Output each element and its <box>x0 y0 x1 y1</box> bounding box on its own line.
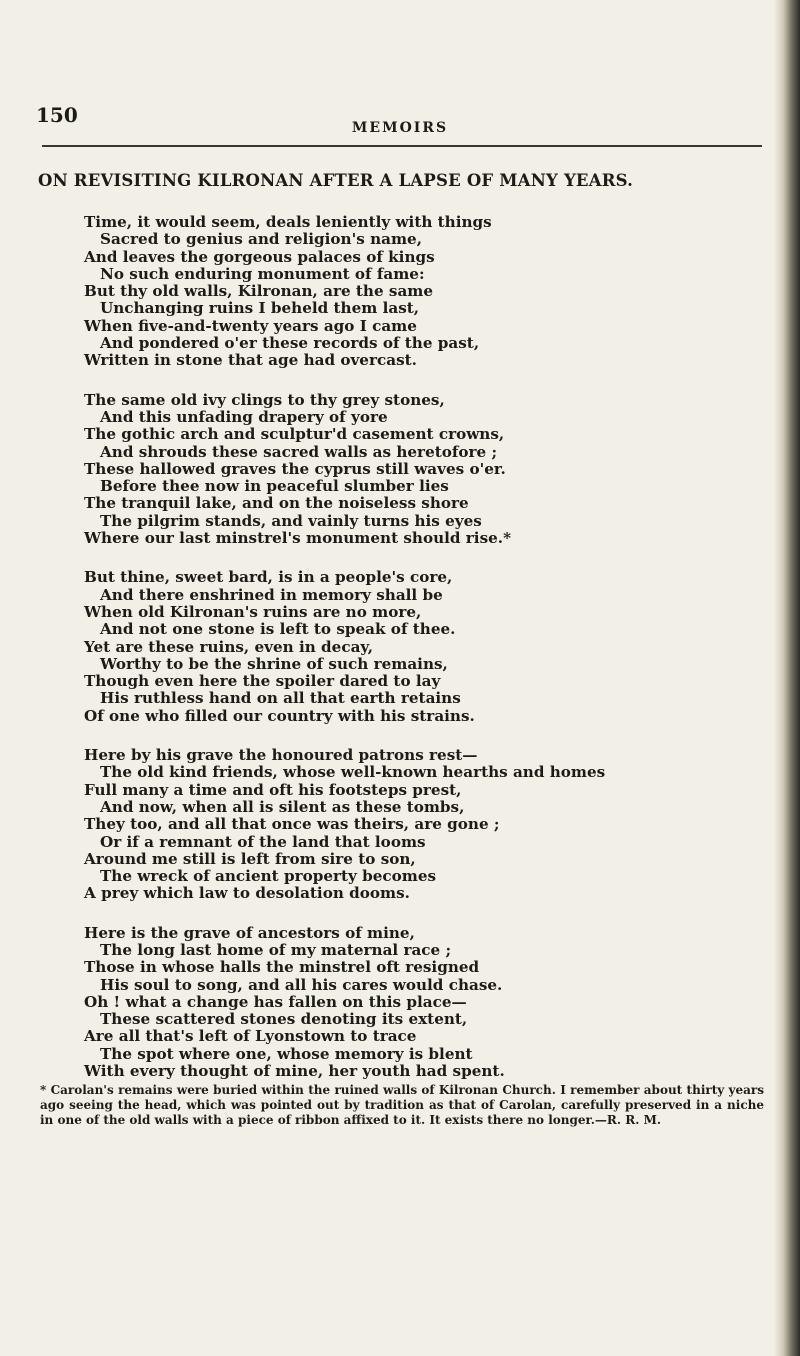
stanza-5 <box>84 925 764 1081</box>
poem-line: With every thought of mine, her youth had spent. <box>84 1062 505 1081</box>
poem-line: Here is the grave of ancestors of mine, <box>84 923 415 942</box>
poem-line: Around me still is left from sire to son, <box>84 849 416 868</box>
poem-line: Are all that's left of Lyonstown to trace <box>84 1027 417 1046</box>
poem-line: And not one stone is left to speak of thee. <box>100 620 456 639</box>
poem-line: Written in stone that age had overcast. <box>84 351 417 370</box>
poem-line: A prey which law to desolation dooms. <box>84 884 410 903</box>
poem-line: But thy old walls, Kilronan, are the same <box>84 282 434 301</box>
poem-line: The gothic arch and sculptur'd casement crowns, <box>84 425 505 444</box>
poem-line: The pilgrim stands, and vainly turns his eyes <box>100 511 482 530</box>
poem-line: Oh ! what a change has fallen on this place— <box>84 992 467 1011</box>
poem-line: His ruthless hand on all that earth retains <box>100 689 461 708</box>
poem-line: These scattered stones denoting its extent, <box>100 1010 468 1029</box>
poem-line: Those in whose halls the minstrel oft resigned <box>84 958 480 977</box>
poem-line: And pondered o'er these records of the past, <box>100 334 480 353</box>
poem-line: The long last home of my maternal race ; <box>100 940 452 959</box>
stanza-3 <box>84 569 764 725</box>
running-head: MEMOIRS <box>351 120 449 136</box>
poem-line: Worthy to be the shrine of such remains, <box>100 654 448 673</box>
poem-line: When old Kilronan's ruins are no more, <box>84 602 422 621</box>
stanza-2 <box>84 392 764 548</box>
poem-line: Or if a remnant of the land that looms <box>100 832 426 851</box>
poem-line: The old kind friends, whose well-known hearths and homes <box>100 763 606 782</box>
stanza-4 <box>84 747 764 903</box>
header-rule <box>42 145 762 147</box>
poem-line: When five-and-twenty years ago I came <box>84 316 417 335</box>
poem-line: The wreck of ancient property becomes <box>100 867 437 886</box>
poem-line: And there enshrined in memory shall be <box>100 585 443 604</box>
poem-line: And shrouds these sacred walls as heretofore ; <box>100 442 498 461</box>
poem-line: And this unfading drapery of yore <box>100 407 388 426</box>
poem-line: Though even here the spoiler dared to lay <box>84 672 441 691</box>
poem-line: No such enduring monument of fame: <box>100 264 425 283</box>
book-spine-shadow <box>774 0 800 1356</box>
poem-body <box>84 214 764 1102</box>
poem-line: Unchanging ruins I beheld them last, <box>100 299 420 318</box>
poem-line: The tranquil lake, and on the noiseless shore <box>84 494 469 513</box>
poem-line: Yet are these ruins, even in decay, <box>84 637 374 656</box>
poem-line: Of one who filled our country with his strains. <box>84 706 475 725</box>
footnote: * Carolan's remains were buried within the ruined walls of Kilronan Church. I remember about thirty years ago seeing the head, which was pointed out by tradition as that of Carolan, carefully preserved in a niche in one of the old walls with a piece of ribbon affixed to it. It exists there no longer.—R. R. M. <box>40 1083 764 1128</box>
poem-line: They too, and all that once was theirs, are gone ; <box>84 815 500 834</box>
page-number: 150 <box>36 103 78 127</box>
poem-line: The same old ivy clings to thy grey stones, <box>84 390 445 409</box>
poem-line: The spot where one, whose memory is blent <box>100 1044 473 1063</box>
poem-title: ON REVISITING KILRONAN AFTER A LAPSE OF MANY YEARS. <box>38 171 634 190</box>
poem-line: His soul to song, and all his cares would chase. <box>100 975 503 994</box>
poem-line: And leaves the gorgeous palaces of kings <box>84 247 435 266</box>
poem-line: But thine, sweet bard, is in a people's core, <box>84 568 453 587</box>
poem-line: Before thee now in peaceful slumber lies <box>100 477 449 496</box>
poem-line: And now, when all is silent as these tombs, <box>100 797 465 816</box>
stanza-1 <box>84 214 764 370</box>
poem-line: Here by his grave the honoured patrons rest— <box>84 746 478 765</box>
poem-line: Sacred to genius and religion's name, <box>100 230 422 249</box>
poem-line: Where our last minstrel's monument should rise.* <box>84 529 512 548</box>
poem-line: Time, it would seem, deals leniently with things <box>84 213 492 231</box>
poem-line: These hallowed graves the cyprus still waves o'er. <box>84 459 506 478</box>
poem-line: Full many a time and oft his footsteps prest, <box>84 780 462 799</box>
